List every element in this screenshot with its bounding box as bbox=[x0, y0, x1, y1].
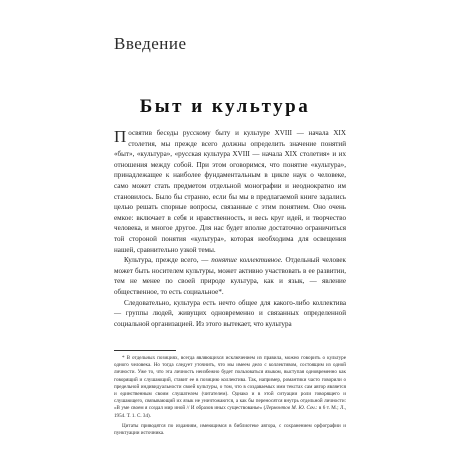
paragraph-2 bbox=[114, 255, 346, 297]
paragraph-3: Следовательно, культура есть нечто общее для какого-либо коллектива — группы людей, живущих одновременно и связанных определенной социальной организацией. Из этого вытекает, что культура bbox=[114, 298, 346, 328]
paragraph-2-start: Культура, прежде всего, — bbox=[124, 256, 212, 265]
drop-cap: П bbox=[114, 127, 127, 146]
footnote-1-end: : в 6 т. М.; Л., 1954. Т. 1. С. 34). bbox=[114, 405, 346, 419]
paragraph-2-rest: Отдельный человек может быть носителем культуры, может активно участвовать в ее развитии, тем не менее по своей природе культура, как и язык, — явление общественное, то есть социальное*. bbox=[114, 256, 346, 296]
footnote-2: Цитаты приводятся по изданиям, имеющимся в библиотеке автора, с сохранением орфографии и пунктуации источника. bbox=[114, 422, 346, 437]
footnotes bbox=[114, 350, 346, 439]
paragraph-2-emphasis: понятие коллективное. bbox=[211, 256, 283, 265]
footnote-1-citation: Лермонтов М. Ю. Соч. bbox=[265, 405, 316, 412]
body-text bbox=[114, 128, 346, 329]
footnote-1 bbox=[114, 355, 346, 420]
section-title: Введение bbox=[114, 34, 187, 53]
paragraph-1 bbox=[114, 128, 346, 255]
paragraph-1-text: освятив беседы русскому быту и культуре XVIII — начала XIX столетия, мы прежде всего должны определить значение понятий «быт», «культура», «русская культура XVIII — начала XIX столетия» и их отношения между собой. При этом оговоримся, что понятие «культура», принадлежащее к наиболее фундаментальным в цикле наук о человеке, само может стать предметом отдельной монографии и неоднократно им становилось. Было бы странно, если бы мы в предлагаемой книге задались целью решать спорные вопросы, связанные с этим понятием. Оно очень емкое: включает в себя и нравственность, и весь круг идей, и творчество человека, и многое другое. Для нас будет вполне достаточно ограничиться той стороной понятия «культура», которая необходима для освещения нашей, сравнительно узкой темы. bbox=[114, 129, 346, 254]
footnote-divider bbox=[114, 350, 176, 351]
footnote-1-text: * В отдельных позициях, всегда являющихся исключением из правила, можно говорить о культуре одного человека. Но тогда следует уточнить, что мы имеем дело с коллективом, состоящим из одной личности. Уже то, что эта личность неизбежно будет пользоваться языком, выступая одновременно как говорящий и слушающий, ставит ее в позицию коллектива. Так, например, романтики часто говорили о предельной индивидуальности своей культуры, о том, что в создаваемых ими текстах сам автор является и единственным своим слушателем (читателем). Однако и в этой ситуации роли говорящего и слушающего, связывающий их язык не уничтожаются, а как бы переносятся внутрь отдельной личности: «В уме своем я создал мир иной // И образов иных существованье» ( bbox=[114, 355, 346, 412]
chapter-title: Быт и культура bbox=[139, 96, 311, 117]
